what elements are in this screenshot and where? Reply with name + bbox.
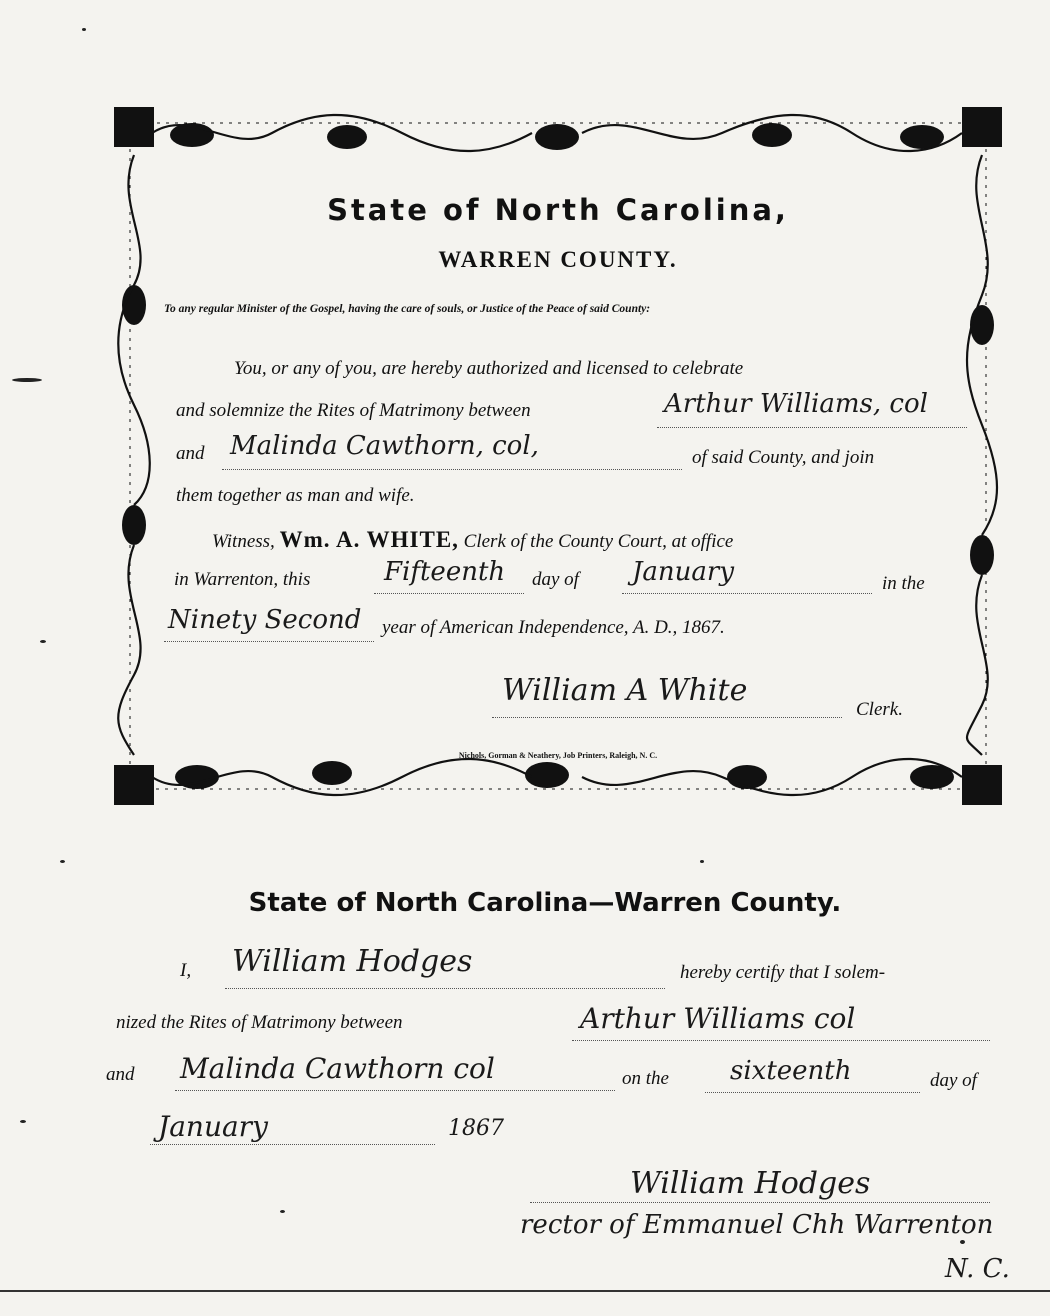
certificate-line-2: nized the Rites of Matrimony between bbox=[116, 1012, 403, 1033]
page-bottom-edge bbox=[0, 1290, 1050, 1292]
officiant-title: rector of Emmanuel Chh Warrenton bbox=[520, 1210, 994, 1240]
license-year-word: Ninety Second bbox=[168, 605, 362, 635]
fill-line bbox=[572, 1040, 990, 1041]
scan-speck bbox=[60, 860, 65, 863]
scan-speck bbox=[82, 28, 86, 31]
license-place-line-2: day of bbox=[532, 569, 579, 590]
witness-label: Witness, bbox=[212, 531, 275, 552]
fill-line bbox=[374, 593, 524, 594]
certificate-month: January bbox=[158, 1110, 268, 1143]
license-groom-name: Arthur Williams, col bbox=[664, 389, 928, 419]
certificate-officiant: William Hodges bbox=[232, 944, 473, 979]
signature-line bbox=[530, 1202, 990, 1203]
certificate-bride: Malinda Cawthorn col bbox=[180, 1052, 495, 1085]
fill-line bbox=[225, 988, 665, 989]
clerk-printed-name: Wm. A. WHITE, bbox=[279, 527, 459, 552]
license-place-line-4: year of American Independence, A. D., 1867. bbox=[382, 617, 725, 638]
certificate-year: 1867 bbox=[448, 1116, 504, 1141]
license-bride-name: Malinda Cawthorn, col, bbox=[230, 431, 539, 461]
fill-line bbox=[222, 469, 682, 470]
license-title: State of North Carolina, bbox=[327, 193, 789, 227]
printer-imprint: Nichols, Gorman & Neathery, Job Printers, Raleigh, N. C. bbox=[458, 751, 658, 760]
certificate-groom: Arthur Williams col bbox=[580, 1002, 856, 1035]
scan-mark bbox=[12, 378, 42, 382]
officiant-state: N. C. bbox=[945, 1254, 1010, 1284]
scan-speck bbox=[960, 1240, 965, 1244]
license-body-line-3: and bbox=[176, 443, 205, 464]
witness-clerk-text: Clerk of the County Court, at office bbox=[463, 531, 734, 552]
license-body-line-4: of said County, and join bbox=[692, 447, 875, 468]
scan-speck bbox=[40, 640, 46, 643]
license-witness-line bbox=[212, 527, 733, 553]
license-place-line-1: in Warrenton, this bbox=[174, 569, 311, 590]
license-county: WARREN COUNTY. bbox=[438, 247, 678, 272]
fill-line bbox=[175, 1090, 615, 1091]
license-day: Fifteenth bbox=[384, 557, 506, 587]
scan-speck bbox=[280, 1210, 285, 1213]
fill-line bbox=[150, 1144, 435, 1145]
license-body-line-2: and solemnize the Rites of Matrimony between bbox=[176, 400, 531, 421]
fill-line bbox=[622, 593, 872, 594]
fill-line bbox=[164, 641, 374, 642]
license-address: To any regular Minister of the Gospel, having the care of souls, or Justice of the Peace of said County: bbox=[164, 303, 651, 315]
certificate-line-3-post: day of bbox=[930, 1070, 977, 1091]
certificate-line-1-post: hereby certify that I solem- bbox=[680, 962, 886, 983]
signature-line bbox=[492, 717, 842, 718]
scan-speck bbox=[20, 1120, 26, 1123]
certificate-line-3-mid: on the bbox=[622, 1068, 669, 1089]
certificate-title: State of North Carolina—Warren County. bbox=[248, 888, 842, 918]
license-month: January bbox=[632, 557, 735, 587]
certificate-line-3-pre: and bbox=[106, 1064, 135, 1085]
officiant-signature: William Hodges bbox=[630, 1166, 871, 1201]
marriage-license bbox=[112, 105, 1004, 807]
license-body-line-1: You, or any of you, are hereby authorized and licensed to celebrate bbox=[234, 358, 744, 379]
license-body-line-5: them together as man and wife. bbox=[176, 485, 415, 506]
scan-speck bbox=[700, 860, 704, 863]
license-place-line-3: in the bbox=[882, 573, 925, 594]
clerk-signature: William A White bbox=[502, 673, 748, 708]
certificate-day: sixteenth bbox=[730, 1056, 852, 1086]
clerk-label: Clerk. bbox=[856, 699, 903, 720]
certificate-line-1-pre: I, bbox=[180, 960, 192, 981]
fill-line bbox=[705, 1092, 920, 1093]
fill-line bbox=[657, 427, 967, 428]
